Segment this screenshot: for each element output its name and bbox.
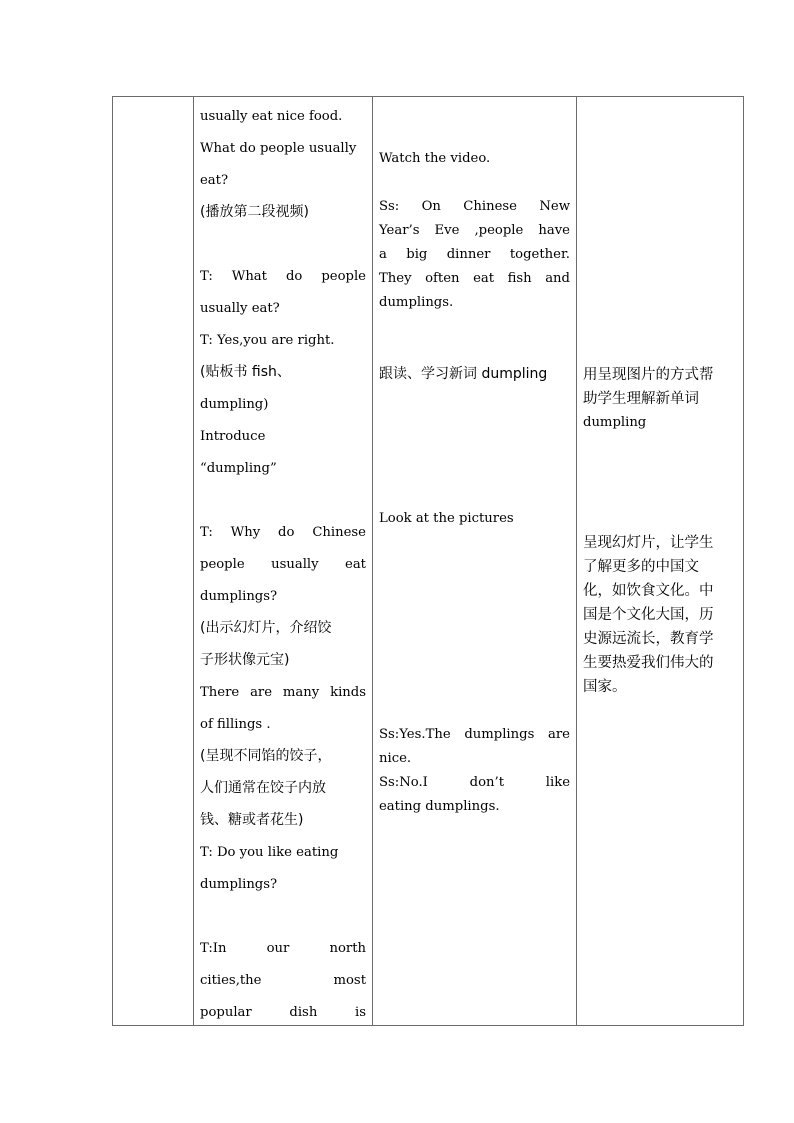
teacher-activity-cell [194,97,373,1026]
text-line: Ss:Yes.The dumplings are [379,727,570,742]
text-line: “dumpling” [200,461,277,476]
text-line: dumplings? [200,589,278,604]
text-line: of fillings . [200,717,271,732]
text-line: dumplings? [200,877,278,892]
text-line: 钱、糖或者花生) [200,812,304,828]
text-line: What do people usually [200,141,357,156]
text-line: dumpling) [200,397,269,412]
text-line: 史源远流长，教育学 [583,631,714,647]
text-line: 国家。 [583,679,627,695]
table-row [113,97,744,1026]
student-activity-cell [373,97,577,1026]
text-line: people usually eat [200,557,366,572]
text-line: T: Why do Chinese [200,525,366,540]
text-line: nice. [379,751,412,766]
text-line: eating dumplings. [379,799,500,814]
text-line: Ss: On Chinese New [379,199,570,214]
text-line: Watch the video. [379,151,491,166]
text-line: 子形状像元宝) [200,652,290,668]
text-line: a big dinner together. [379,247,570,262]
text-line: 生要热爱我们伟大的 [583,655,714,671]
text-line: cities,the most [200,973,366,988]
text-line: (播放第二段视频) [200,204,309,220]
text-line: T: Do you like eating [200,845,339,860]
text-line: 人们通常在饺子内放 [200,780,326,796]
text-line: Ss:No.I don’t like [379,775,570,790]
text-line: dumplings. [379,295,454,310]
text-line: eat? [200,173,229,188]
text-line: Look at the pictures [379,511,514,526]
text-line: Introduce [200,429,266,444]
text-line: T: Yes,you are right. [200,333,335,348]
text-line: usually eat? [200,301,280,316]
text-line: There are many kinds [200,685,366,700]
text-line: 了解更多的中国文 [583,559,699,575]
text-line: 呈现幻灯片，让学生 [583,535,714,551]
text-line: (贴板书 fish、 [200,364,291,380]
text-line: 跟读、学习新词 dumpling [379,366,548,382]
text-line: popular dish is [200,1005,366,1020]
lesson-plan-table [112,96,744,1026]
empty-cell [113,97,194,1026]
text-line: 用呈现图片的方式帮 [583,367,714,383]
text-line: T:In our north [200,941,366,956]
text-line: usually eat nice food. [200,109,343,124]
text-line: They often eat fish and [379,271,570,286]
text-line: dumpling [583,415,647,430]
text-line: Year’s Eve ,people have [379,223,570,238]
text-line: 助学生理解新单词 [583,391,699,407]
text-line: T: What do people [200,269,366,284]
text-line: (出示幻灯片，介绍饺 [200,620,332,636]
text-line: (呈现不同馅的饺子， [200,748,332,764]
design-intent-cell [577,97,744,1026]
text-line: 化，如饮食文化。中 [583,583,714,599]
text-line: 国是个文化大国，历 [583,607,714,623]
